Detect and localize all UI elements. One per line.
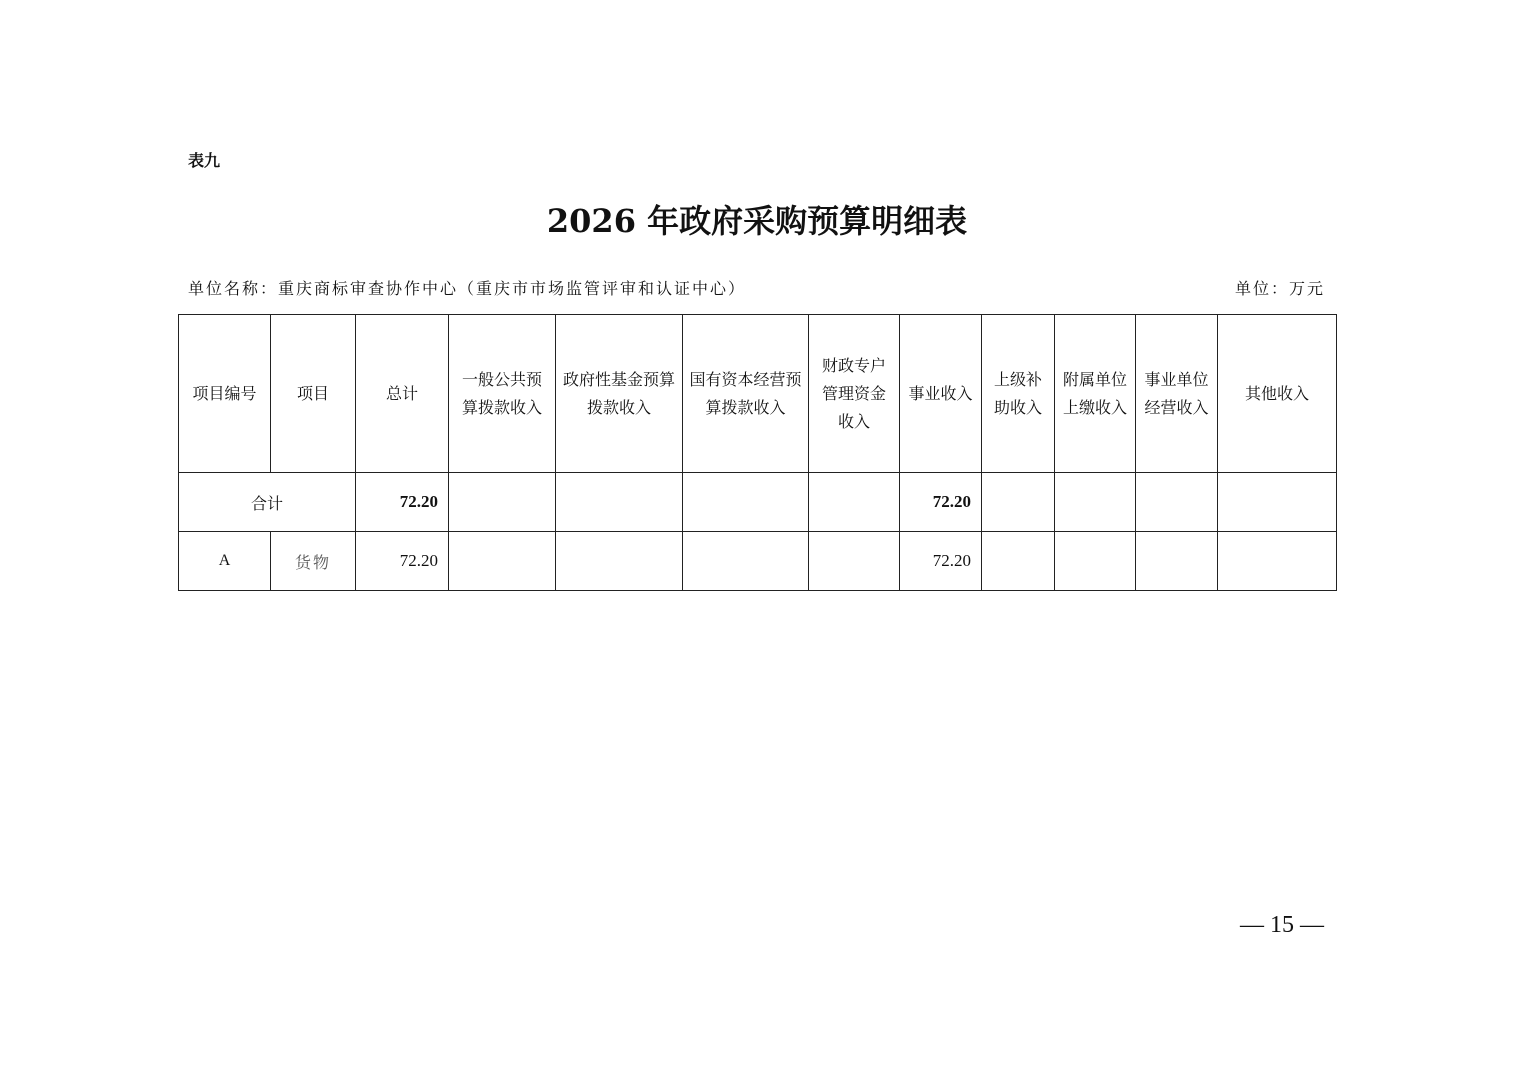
- row-cell-code: A: [179, 532, 271, 591]
- row-cell-state-capital: [683, 532, 809, 591]
- header-cell-code: 项目编号: [179, 315, 271, 473]
- total-cell-affiliated-income: [1055, 473, 1136, 532]
- header-cell-special-account: 财政专户管理资金收入: [809, 315, 900, 473]
- header-cell-gov-fund: 政府性基金预算拨款收入: [556, 315, 683, 473]
- header-cell-total: 总计: [356, 315, 449, 473]
- row-cell-item: 货物: [271, 532, 356, 591]
- total-cell-other-income: [1218, 473, 1337, 532]
- header-cell-other-income: 其他收入: [1218, 315, 1337, 473]
- header-cell-state-capital: 国有资本经营预算拨款收入: [683, 315, 809, 473]
- table-row: [179, 532, 1337, 591]
- total-cell-gov-fund: [556, 473, 683, 532]
- header-cell-operating-income: 事业单位经营收入: [1136, 315, 1218, 473]
- total-cell-total: 72.20: [356, 473, 449, 532]
- page-number: — 15 —: [1240, 912, 1324, 938]
- row-cell-total: 72.20: [356, 532, 449, 591]
- procurement-budget-table: [178, 314, 1337, 591]
- header-cell-superior-subsidy: 上级补助收入: [982, 315, 1055, 473]
- unit-label: 单位：万元: [1234, 279, 1325, 298]
- total-cell-special-account: [809, 473, 900, 532]
- document-title: 2026 年政府采购预算明细表: [546, 202, 968, 240]
- row-cell-special-account: [809, 532, 900, 591]
- row-cell-affiliated-income: [1055, 532, 1136, 591]
- total-cell-business-income: 72.20: [900, 473, 982, 532]
- total-label: 合计: [179, 473, 356, 532]
- header-cell-business-income: 事业收入: [900, 315, 982, 473]
- row-cell-superior-subsidy: [982, 532, 1055, 591]
- header-cell-affiliated-income: 附属单位上缴收入: [1055, 315, 1136, 473]
- row-cell-business-income: 72.20: [900, 532, 982, 591]
- total-cell-general-budget: [449, 473, 556, 532]
- row-cell-general-budget: [449, 532, 556, 591]
- header-row: [179, 315, 1337, 473]
- total-cell-operating-income: [1136, 473, 1218, 532]
- header-cell-general-budget: 一般公共预算拨款收入: [449, 315, 556, 473]
- total-row: [179, 473, 1337, 532]
- row-cell-gov-fund: [556, 532, 683, 591]
- unit-name: 单位名称：重庆商标审查协作中心（重庆市市场监管评审和认证中心）: [188, 279, 747, 298]
- total-cell-state-capital: [683, 473, 809, 532]
- row-cell-operating-income: [1136, 532, 1218, 591]
- row-cell-other-income: [1218, 532, 1337, 591]
- header-cell-item: 项目: [271, 315, 356, 473]
- total-cell-superior-subsidy: [982, 473, 1055, 532]
- table-label: 表九: [188, 151, 221, 170]
